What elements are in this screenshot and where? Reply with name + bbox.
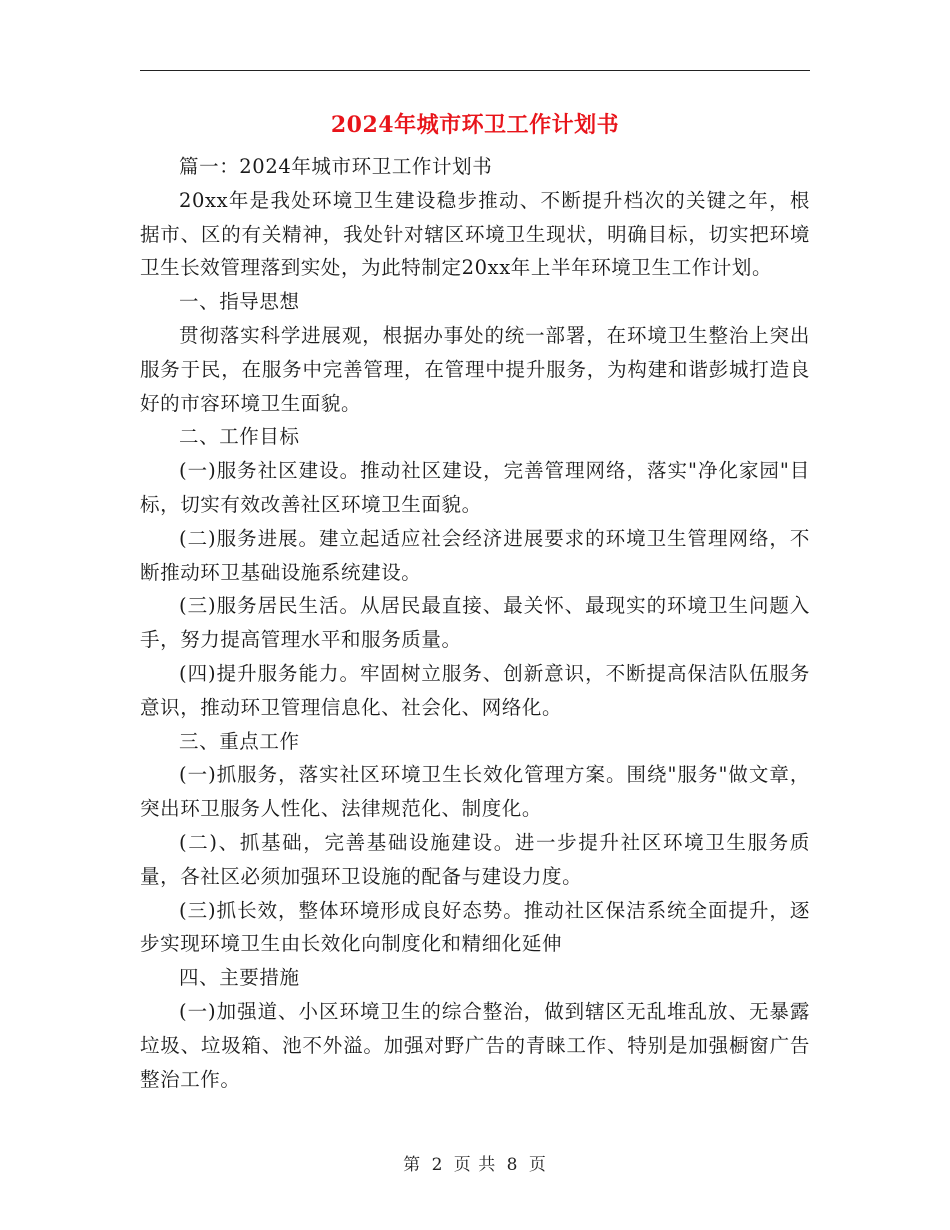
document-title: 2024年城市环卫工作计划书 (330, 112, 620, 138)
page-footer (0, 1153, 950, 1177)
paragraph-key-work-1: (一)抓服务，落实社区环境卫生长效化管理方案。围绕"服务"做文章，突出环卫服务人性化、法律规范化、制度化。 (140, 763, 810, 821)
paragraph-goal-1: (一)服务社区建设。推动社区建设，完善管理网络，落实"净化家园"目标，切实有效改善社区环境卫生面貌。 (140, 459, 810, 516)
paragraph-intro: 20xx年是我处环境卫生建设稳步推动、不断提升档次的关键之年，根据市、区的有关精神，我处针对辖区环境卫生现状，明确目标，切实把环境卫生长效管理落到实处，为此特制定20xx年上半年环境卫生工作计划。 (140, 188, 810, 280)
paragraph-key-work-2: (二)、抓基础，完善基础设施建设。进一步提升社区环境卫生服务质量，各社区必须加强环卫设施的配备与建设力度。 (140, 830, 810, 888)
footer-prefix: 第 (403, 1155, 422, 1175)
heading-work-goals: 二、工作目标 (179, 425, 300, 449)
paragraph-guiding-ideology: 贯彻落实科学进展观，根据办事处的统一部署，在环境卫生整治上突出服务于民，在服务中完善管理，在管理中提升服务，为构建和谐彭城打造良好的市容环境卫生面貌。 (140, 323, 810, 415)
heading-main-measures: 四、主要措施 (179, 966, 300, 990)
heading-guiding-ideology: 一、指导思想 (179, 290, 300, 314)
footer-middle: 页 共 (453, 1155, 497, 1175)
document-body (140, 150, 810, 1096)
paragraph-goal-2: (二)服务进展。建立起适应社会经济进展要求的环境卫生管理网络，不断推动环卫基础设施系统建设。 (140, 526, 810, 584)
heading-key-work: 三、重点工作 (179, 729, 300, 753)
footer-total-pages: 8 (506, 1155, 519, 1175)
paragraph-measure-1: (一)加强道、小区环境卫生的综合整治，做到辖区无乱堆乱放、无暴露垃圾、垃圾箱、池不外溢。加强对野广告的青睐工作、特别是加强橱窗广告整治工作。 (140, 999, 810, 1091)
paragraph-key-work-3: (三)抓长效，整体环境形成良好态势。推动社区保洁系统全面提升，逐步实现环境卫生由长效化向制度化和精细化延伸 (140, 898, 810, 956)
header-rule (140, 70, 810, 71)
footer-suffix: 页 (528, 1155, 547, 1175)
paragraph-section-heading: 篇一：2024年城市环卫工作计划书 (179, 155, 493, 178)
paragraph-goal-4: (四)提升服务能力。牢固树立服务、创新意识，不断提高保洁队伍服务意识，推动环卫管理信息化、社会化、网络化。 (140, 661, 810, 719)
paragraph-goal-3: (三)服务居民生活。从居民最直接、最关怀、最现实的环境卫生问题入手，努力提高管理水平和服务质量。 (140, 594, 810, 652)
footer-page-number: 2 (431, 1155, 444, 1175)
